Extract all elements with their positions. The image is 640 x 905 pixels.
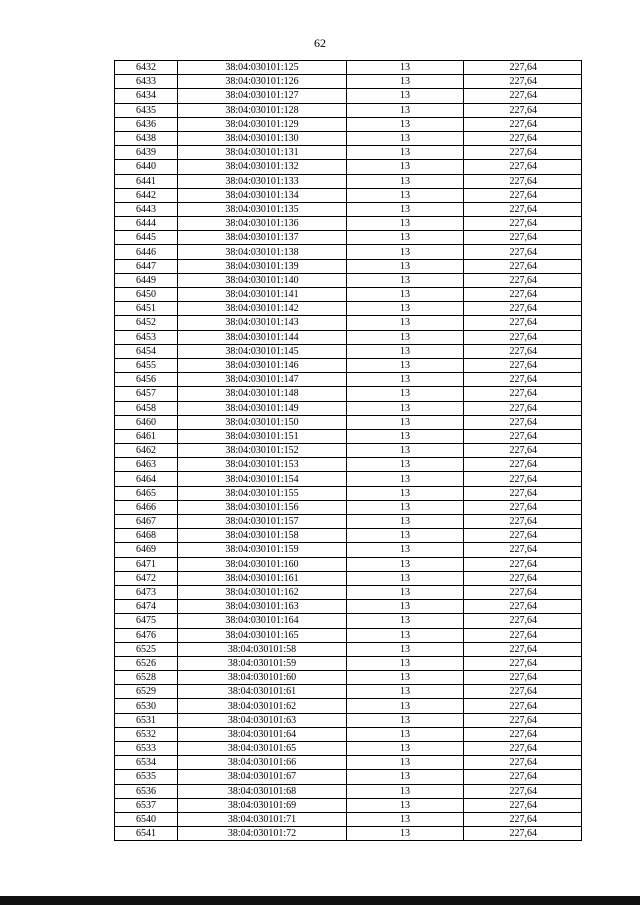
row-number-cell: 6525 (115, 642, 178, 656)
table-row (115, 784, 582, 798)
cadastral-number-cell: 38:04:030101:161 (178, 571, 347, 585)
cadastral-number-cell: 38:04:030101:128 (178, 103, 347, 117)
code-cell: 13 (347, 103, 464, 117)
table-row (115, 288, 582, 302)
table-row (115, 259, 582, 273)
cadastral-number-cell: 38:04:030101:134 (178, 188, 347, 202)
row-number-cell: 6452 (115, 316, 178, 330)
row-number-cell: 6453 (115, 330, 178, 344)
row-number-cell: 6440 (115, 160, 178, 174)
table-row (115, 685, 582, 699)
value-cell: 227,64 (464, 288, 582, 302)
registry-table (114, 60, 582, 841)
row-number-cell: 6436 (115, 117, 178, 131)
value-cell: 227,64 (464, 387, 582, 401)
code-cell: 13 (347, 174, 464, 188)
cadastral-number-cell: 38:04:030101:153 (178, 458, 347, 472)
row-number-cell: 6462 (115, 444, 178, 458)
code-cell: 13 (347, 472, 464, 486)
code-cell: 13 (347, 231, 464, 245)
value-cell: 227,64 (464, 160, 582, 174)
row-number-cell: 6468 (115, 529, 178, 543)
code-cell: 13 (347, 131, 464, 145)
row-number-cell: 6438 (115, 131, 178, 145)
row-number-cell: 6458 (115, 401, 178, 415)
value-cell: 227,64 (464, 515, 582, 529)
table-row (115, 812, 582, 826)
row-number-cell: 6536 (115, 784, 178, 798)
cadastral-number-cell: 38:04:030101:126 (178, 75, 347, 89)
code-cell: 13 (347, 770, 464, 784)
cadastral-number-cell: 38:04:030101:150 (178, 415, 347, 429)
row-number-cell: 6534 (115, 756, 178, 770)
row-number-cell: 6434 (115, 89, 178, 103)
code-cell: 13 (347, 330, 464, 344)
code-cell: 13 (347, 458, 464, 472)
table-row (115, 117, 582, 131)
cadastral-number-cell: 38:04:030101:69 (178, 798, 347, 812)
cadastral-number-cell: 38:04:030101:72 (178, 827, 347, 841)
row-number-cell: 6461 (115, 429, 178, 443)
cadastral-number-cell: 38:04:030101:139 (178, 259, 347, 273)
value-cell: 227,64 (464, 472, 582, 486)
value-cell: 227,64 (464, 628, 582, 642)
row-number-cell: 6451 (115, 302, 178, 316)
row-number-cell: 6532 (115, 727, 178, 741)
row-number-cell: 6526 (115, 656, 178, 670)
table-row (115, 61, 582, 75)
scan-bottom-edge (0, 896, 640, 905)
value-cell: 227,64 (464, 259, 582, 273)
cadastral-number-cell: 38:04:030101:140 (178, 273, 347, 287)
code-cell: 13 (347, 685, 464, 699)
registry-table-body (115, 61, 582, 841)
table-row (115, 415, 582, 429)
table-row (115, 316, 582, 330)
row-number-cell: 6531 (115, 713, 178, 727)
value-cell: 227,64 (464, 89, 582, 103)
cadastral-number-cell: 38:04:030101:132 (178, 160, 347, 174)
value-cell: 227,64 (464, 585, 582, 599)
value-cell: 227,64 (464, 202, 582, 216)
table-row (115, 614, 582, 628)
table-row (115, 188, 582, 202)
code-cell: 13 (347, 798, 464, 812)
code-cell: 13 (347, 75, 464, 89)
cadastral-number-cell: 38:04:030101:141 (178, 288, 347, 302)
cadastral-number-cell: 38:04:030101:164 (178, 614, 347, 628)
row-number-cell: 6441 (115, 174, 178, 188)
code-cell: 13 (347, 699, 464, 713)
code-cell: 13 (347, 273, 464, 287)
value-cell: 227,64 (464, 103, 582, 117)
code-cell: 13 (347, 358, 464, 372)
cadastral-number-cell: 38:04:030101:62 (178, 699, 347, 713)
cadastral-number-cell: 38:04:030101:127 (178, 89, 347, 103)
value-cell: 227,64 (464, 656, 582, 670)
value-cell: 227,64 (464, 827, 582, 841)
cadastral-number-cell: 38:04:030101:131 (178, 146, 347, 160)
row-number-cell: 6435 (115, 103, 178, 117)
table-row (115, 358, 582, 372)
row-number-cell: 6472 (115, 571, 178, 585)
row-number-cell: 6460 (115, 415, 178, 429)
table-row (115, 146, 582, 160)
cadastral-number-cell: 38:04:030101:136 (178, 217, 347, 231)
row-number-cell: 6447 (115, 259, 178, 273)
cadastral-number-cell: 38:04:030101:133 (178, 174, 347, 188)
row-number-cell: 6464 (115, 472, 178, 486)
cadastral-number-cell: 38:04:030101:163 (178, 600, 347, 614)
table-row (115, 458, 582, 472)
value-cell: 227,64 (464, 358, 582, 372)
code-cell: 13 (347, 373, 464, 387)
cadastral-number-cell: 38:04:030101:146 (178, 358, 347, 372)
cadastral-number-cell: 38:04:030101:149 (178, 401, 347, 415)
code-cell: 13 (347, 217, 464, 231)
cadastral-number-cell: 38:04:030101:158 (178, 529, 347, 543)
value-cell: 227,64 (464, 188, 582, 202)
row-number-cell: 6475 (115, 614, 178, 628)
value-cell: 227,64 (464, 713, 582, 727)
cadastral-number-cell: 38:04:030101:157 (178, 515, 347, 529)
table-row (115, 671, 582, 685)
value-cell: 227,64 (464, 500, 582, 514)
cadastral-number-cell: 38:04:030101:145 (178, 344, 347, 358)
code-cell: 13 (347, 500, 464, 514)
code-cell: 13 (347, 61, 464, 75)
row-number-cell: 6471 (115, 557, 178, 571)
cadastral-number-cell: 38:04:030101:137 (178, 231, 347, 245)
value-cell: 227,64 (464, 401, 582, 415)
table-row (115, 103, 582, 117)
table-row (115, 557, 582, 571)
code-cell: 13 (347, 259, 464, 273)
value-cell: 227,64 (464, 742, 582, 756)
cadastral-number-cell: 38:04:030101:156 (178, 500, 347, 514)
cadastral-number-cell: 38:04:030101:64 (178, 727, 347, 741)
code-cell: 13 (347, 756, 464, 770)
value-cell: 227,64 (464, 486, 582, 500)
row-number-cell: 6467 (115, 515, 178, 529)
code-cell: 13 (347, 557, 464, 571)
cadastral-number-cell: 38:04:030101:63 (178, 713, 347, 727)
row-number-cell: 6456 (115, 373, 178, 387)
code-cell: 13 (347, 515, 464, 529)
code-cell: 13 (347, 188, 464, 202)
row-number-cell: 6465 (115, 486, 178, 500)
table-row (115, 444, 582, 458)
cadastral-number-cell: 38:04:030101:135 (178, 202, 347, 216)
code-cell: 13 (347, 742, 464, 756)
value-cell: 227,64 (464, 245, 582, 259)
value-cell: 227,64 (464, 415, 582, 429)
row-number-cell: 6443 (115, 202, 178, 216)
row-number-cell: 6450 (115, 288, 178, 302)
row-number-cell: 6442 (115, 188, 178, 202)
value-cell: 227,64 (464, 429, 582, 443)
value-cell: 227,64 (464, 273, 582, 287)
value-cell: 227,64 (464, 174, 582, 188)
table-row (115, 202, 582, 216)
cadastral-number-cell: 38:04:030101:154 (178, 472, 347, 486)
code-cell: 13 (347, 160, 464, 174)
row-number-cell: 6457 (115, 387, 178, 401)
table-row (115, 174, 582, 188)
table-row (115, 628, 582, 642)
cadastral-number-cell: 38:04:030101:147 (178, 373, 347, 387)
code-cell: 13 (347, 642, 464, 656)
table-row (115, 160, 582, 174)
code-cell: 13 (347, 401, 464, 415)
table-row (115, 302, 582, 316)
table-row (115, 344, 582, 358)
code-cell: 13 (347, 812, 464, 826)
row-number-cell: 6535 (115, 770, 178, 784)
cadastral-number-cell: 38:04:030101:65 (178, 742, 347, 756)
value-cell: 227,64 (464, 373, 582, 387)
value-cell: 227,64 (464, 146, 582, 160)
table-row (115, 742, 582, 756)
value-cell: 227,64 (464, 685, 582, 699)
table-row (115, 217, 582, 231)
code-cell: 13 (347, 288, 464, 302)
code-cell: 13 (347, 671, 464, 685)
cadastral-number-cell: 38:04:030101:148 (178, 387, 347, 401)
row-number-cell: 6537 (115, 798, 178, 812)
value-cell: 227,64 (464, 614, 582, 628)
cadastral-number-cell: 38:04:030101:60 (178, 671, 347, 685)
value-cell: 227,64 (464, 784, 582, 798)
cadastral-number-cell: 38:04:030101:155 (178, 486, 347, 500)
value-cell: 227,64 (464, 458, 582, 472)
table-row (115, 387, 582, 401)
value-cell: 227,64 (464, 330, 582, 344)
code-cell: 13 (347, 585, 464, 599)
code-cell: 13 (347, 614, 464, 628)
cadastral-number-cell: 38:04:030101:59 (178, 656, 347, 670)
code-cell: 13 (347, 600, 464, 614)
code-cell: 13 (347, 529, 464, 543)
row-number-cell: 6541 (115, 827, 178, 841)
value-cell: 227,64 (464, 217, 582, 231)
value-cell: 227,64 (464, 727, 582, 741)
table-row (115, 486, 582, 500)
value-cell: 227,64 (464, 557, 582, 571)
table-row (115, 515, 582, 529)
table-row (115, 656, 582, 670)
value-cell: 227,64 (464, 131, 582, 145)
value-cell: 227,64 (464, 543, 582, 557)
cadastral-number-cell: 38:04:030101:143 (178, 316, 347, 330)
code-cell: 13 (347, 202, 464, 216)
code-cell: 13 (347, 727, 464, 741)
code-cell: 13 (347, 245, 464, 259)
table-row (115, 330, 582, 344)
row-number-cell: 6463 (115, 458, 178, 472)
value-cell: 227,64 (464, 756, 582, 770)
cadastral-number-cell: 38:04:030101:66 (178, 756, 347, 770)
cadastral-number-cell: 38:04:030101:71 (178, 812, 347, 826)
value-cell: 227,64 (464, 117, 582, 131)
cadastral-number-cell: 38:04:030101:138 (178, 245, 347, 259)
row-number-cell: 6528 (115, 671, 178, 685)
code-cell: 13 (347, 387, 464, 401)
table-row (115, 500, 582, 514)
row-number-cell: 6446 (115, 245, 178, 259)
table-row (115, 373, 582, 387)
table-row (115, 429, 582, 443)
row-number-cell: 6529 (115, 685, 178, 699)
cadastral-number-cell: 38:04:030101:125 (178, 61, 347, 75)
cadastral-number-cell: 38:04:030101:58 (178, 642, 347, 656)
value-cell: 227,64 (464, 529, 582, 543)
code-cell: 13 (347, 302, 464, 316)
cadastral-number-cell: 38:04:030101:130 (178, 131, 347, 145)
cadastral-number-cell: 38:04:030101:68 (178, 784, 347, 798)
value-cell: 227,64 (464, 302, 582, 316)
table-row (115, 798, 582, 812)
table-row (115, 75, 582, 89)
cadastral-number-cell: 38:04:030101:144 (178, 330, 347, 344)
row-number-cell: 6455 (115, 358, 178, 372)
cadastral-number-cell: 38:04:030101:61 (178, 685, 347, 699)
value-cell: 227,64 (464, 231, 582, 245)
table-row (115, 401, 582, 415)
cadastral-number-cell: 38:04:030101:159 (178, 543, 347, 557)
row-number-cell: 6432 (115, 61, 178, 75)
row-number-cell: 6466 (115, 500, 178, 514)
code-cell: 13 (347, 117, 464, 131)
table-row (115, 585, 582, 599)
value-cell: 227,64 (464, 61, 582, 75)
row-number-cell: 6439 (115, 146, 178, 160)
cadastral-number-cell: 38:04:030101:152 (178, 444, 347, 458)
value-cell: 227,64 (464, 444, 582, 458)
code-cell: 13 (347, 316, 464, 330)
value-cell: 227,64 (464, 344, 582, 358)
table-row (115, 770, 582, 784)
code-cell: 13 (347, 444, 464, 458)
row-number-cell: 6454 (115, 344, 178, 358)
row-number-cell: 6474 (115, 600, 178, 614)
code-cell: 13 (347, 146, 464, 160)
code-cell: 13 (347, 89, 464, 103)
value-cell: 227,64 (464, 699, 582, 713)
code-cell: 13 (347, 713, 464, 727)
code-cell: 13 (347, 543, 464, 557)
table-row (115, 131, 582, 145)
row-number-cell: 6473 (115, 585, 178, 599)
value-cell: 227,64 (464, 600, 582, 614)
table-row (115, 756, 582, 770)
table-row (115, 600, 582, 614)
value-cell: 227,64 (464, 316, 582, 330)
cadastral-number-cell: 38:04:030101:67 (178, 770, 347, 784)
code-cell: 13 (347, 628, 464, 642)
row-number-cell: 6469 (115, 543, 178, 557)
code-cell: 13 (347, 429, 464, 443)
code-cell: 13 (347, 571, 464, 585)
cadastral-number-cell: 38:04:030101:160 (178, 557, 347, 571)
value-cell: 227,64 (464, 798, 582, 812)
cadastral-number-cell: 38:04:030101:129 (178, 117, 347, 131)
table-row (115, 273, 582, 287)
row-number-cell: 6444 (115, 217, 178, 231)
table-row (115, 827, 582, 841)
code-cell: 13 (347, 415, 464, 429)
table-row (115, 231, 582, 245)
code-cell: 13 (347, 784, 464, 798)
value-cell: 227,64 (464, 571, 582, 585)
table-row (115, 543, 582, 557)
table-row (115, 699, 582, 713)
code-cell: 13 (347, 344, 464, 358)
cadastral-number-cell: 38:04:030101:165 (178, 628, 347, 642)
table-row (115, 727, 582, 741)
row-number-cell: 6533 (115, 742, 178, 756)
value-cell: 227,64 (464, 642, 582, 656)
table-row (115, 571, 582, 585)
value-cell: 227,64 (464, 75, 582, 89)
cadastral-number-cell: 38:04:030101:142 (178, 302, 347, 316)
table-row (115, 245, 582, 259)
row-number-cell: 6449 (115, 273, 178, 287)
code-cell: 13 (347, 486, 464, 500)
row-number-cell: 6445 (115, 231, 178, 245)
cadastral-number-cell: 38:04:030101:151 (178, 429, 347, 443)
value-cell: 227,64 (464, 770, 582, 784)
table-row (115, 529, 582, 543)
page-number: 62 (314, 36, 326, 50)
row-number-cell: 6530 (115, 699, 178, 713)
table-row (115, 89, 582, 103)
table-row (115, 642, 582, 656)
value-cell: 227,64 (464, 671, 582, 685)
code-cell: 13 (347, 656, 464, 670)
row-number-cell: 6540 (115, 812, 178, 826)
row-number-cell: 6476 (115, 628, 178, 642)
value-cell: 227,64 (464, 812, 582, 826)
row-number-cell: 6433 (115, 75, 178, 89)
table-row (115, 713, 582, 727)
table-row (115, 472, 582, 486)
code-cell: 13 (347, 827, 464, 841)
cadastral-number-cell: 38:04:030101:162 (178, 585, 347, 599)
